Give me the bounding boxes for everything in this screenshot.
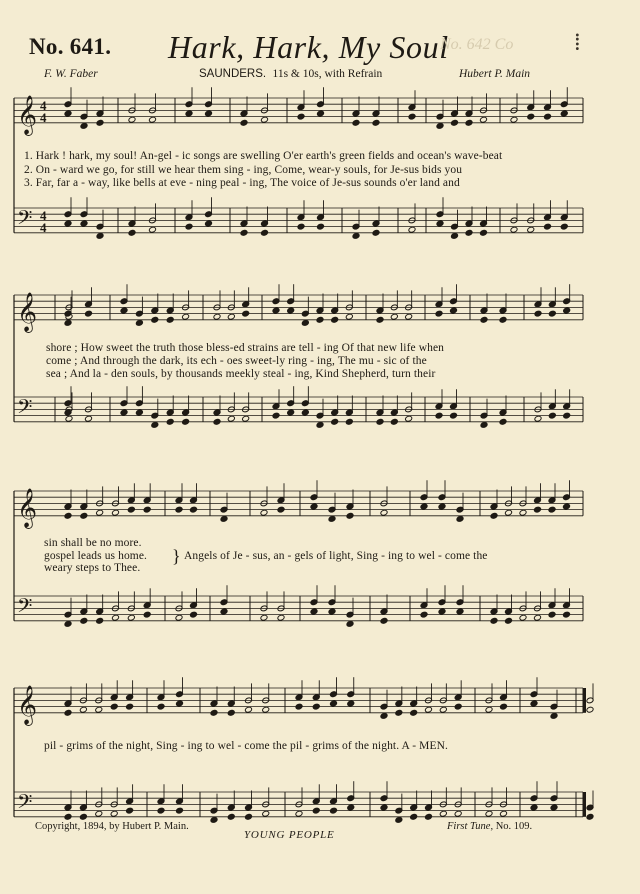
lyric-s2-verse2: come ; And through the dark, its ech - oes sweet-ly ring - ing, The mu - sic of the (46, 355, 427, 367)
note-head (112, 509, 120, 516)
note-head (395, 709, 403, 716)
note-head (64, 512, 72, 519)
note-head (405, 313, 413, 320)
note-head (548, 310, 556, 317)
bass-clef-icon: 𝄢 (17, 594, 33, 622)
note-head (317, 110, 325, 117)
note-head (301, 409, 309, 416)
note-head (456, 608, 464, 615)
note-head (563, 503, 571, 510)
note-head (480, 229, 488, 236)
note-head (346, 512, 354, 519)
note-head (151, 316, 159, 323)
note-head (185, 223, 193, 230)
note-head (127, 614, 135, 621)
lyric-s1-verse3: 3. Far, far a - way, like bells at eve - ning peal - ing, The voice of Je-sus sounds o'er land and (24, 177, 460, 189)
note-head (277, 506, 285, 513)
note-head (436, 123, 444, 130)
note-head (345, 313, 353, 320)
note-head (64, 709, 72, 716)
note-head (548, 412, 556, 419)
note-head (262, 810, 270, 817)
note-head (110, 810, 118, 817)
bleed-through-text: No. 642 Co (440, 36, 514, 53)
note-head (185, 110, 193, 117)
note-head (260, 509, 268, 516)
note-head (331, 418, 339, 425)
bass-clef-icon: 𝄢 (17, 206, 33, 234)
note-head (245, 813, 253, 820)
note-head (499, 418, 507, 425)
note-head (390, 313, 398, 320)
note-head (80, 617, 88, 624)
note-head (240, 229, 248, 236)
note-head (530, 700, 538, 707)
treble-clef-icon: 𝄞 (17, 95, 38, 135)
note-head (64, 110, 72, 117)
note-head (65, 415, 73, 422)
time-signature-bottom: 4 (40, 110, 47, 125)
note-head (490, 512, 498, 519)
note-head (80, 512, 88, 519)
note-head (261, 229, 269, 236)
meter: 11s & 10s, with Refrain (272, 68, 383, 80)
note-head (436, 220, 444, 227)
note-head (438, 608, 446, 615)
note-head (485, 810, 493, 817)
lyric-s3-verse2: gospel leads us home. (44, 550, 148, 562)
note-head (126, 703, 134, 710)
note-head (79, 706, 87, 713)
note-head (227, 709, 235, 716)
note-head (395, 817, 403, 824)
note-head (176, 700, 184, 707)
lyric-s2-verse3: sea ; And la - den souls, by thousands meekly steal - ing, Kind Shepherd, turn their (46, 368, 436, 380)
note-head (143, 506, 151, 513)
note-head (272, 412, 280, 419)
note-head (465, 119, 473, 126)
note-head (510, 226, 518, 233)
note-head (530, 804, 538, 811)
note-head (345, 418, 353, 425)
note-head (527, 226, 535, 233)
first-tune-reference (447, 821, 532, 832)
note-head (435, 310, 443, 317)
note-head (287, 409, 295, 416)
note-head (420, 503, 428, 510)
note-head (213, 313, 221, 320)
note-head (408, 113, 416, 120)
note-head (372, 229, 380, 236)
note-head (227, 813, 235, 820)
section-heading: YOUNG PEOPLE (244, 829, 335, 841)
note-head (176, 807, 184, 814)
note-head (586, 706, 594, 713)
note-head (295, 810, 303, 817)
note-head (330, 700, 338, 707)
note-head (85, 310, 93, 317)
note-head (210, 817, 218, 824)
note-head (534, 415, 542, 422)
note-head (380, 713, 388, 720)
note-head (352, 119, 360, 126)
note-head (120, 409, 128, 416)
note-head (439, 706, 447, 713)
note-head (544, 223, 552, 230)
verse-brace: } (172, 546, 181, 566)
note-head (166, 418, 174, 425)
note-head (272, 307, 280, 314)
note-head (310, 608, 318, 615)
note-head (505, 509, 513, 516)
lyric-s3-verse1: sin shall be no more. (44, 537, 142, 549)
lyric-s3-refrain: Angels of Je - sus, an - gels of light, Sing - ing to wel - come the (184, 550, 488, 562)
note-head (376, 418, 384, 425)
note-head (227, 313, 235, 320)
note-head (563, 412, 571, 419)
note-head (317, 223, 325, 230)
note-head (465, 229, 473, 236)
note-head (135, 409, 143, 416)
bass-clef-icon: 𝄢 (17, 395, 33, 423)
note-head (310, 503, 318, 510)
first-tune-label: First Tune, (447, 821, 496, 832)
note-head (372, 119, 380, 126)
note-head (352, 233, 360, 240)
author-credit: F. W. Faber (44, 68, 98, 80)
note-head (205, 110, 213, 117)
note-head (380, 617, 388, 624)
note-head (425, 813, 433, 820)
note-head (330, 807, 338, 814)
note-head (175, 506, 183, 513)
note-head (190, 611, 198, 618)
note-head (490, 617, 498, 624)
note-head (485, 706, 493, 713)
note-head (120, 307, 128, 314)
note-head (151, 422, 159, 429)
note-head (544, 113, 552, 120)
note-head (408, 226, 416, 233)
note-head (380, 804, 388, 811)
note-head (347, 804, 355, 811)
note-head (534, 506, 542, 513)
note-head (550, 804, 558, 811)
note-head (499, 316, 507, 323)
note-head (331, 316, 339, 323)
note-head (586, 813, 594, 820)
note-head (328, 608, 336, 615)
note-head (560, 110, 568, 117)
note-head (135, 320, 143, 327)
note-head (64, 220, 72, 227)
note-head (297, 113, 305, 120)
note-head (450, 412, 458, 419)
note-head (64, 813, 72, 820)
note-head (410, 813, 418, 820)
note-head (242, 415, 250, 422)
note-head (316, 316, 324, 323)
note-head (380, 509, 388, 516)
note-head (149, 116, 157, 123)
note-head (312, 703, 320, 710)
note-head (527, 113, 535, 120)
note-head (347, 700, 355, 707)
treble-clef-icon: 𝄞 (17, 488, 38, 528)
note-head (316, 422, 324, 429)
note-head (96, 617, 104, 624)
time-signature-top: 4 (40, 98, 47, 113)
note-head (550, 713, 558, 720)
note-head (519, 614, 527, 621)
note-head (287, 307, 295, 314)
note-head (182, 313, 190, 320)
lyric-s3-verse3: weary steps to Thee. (44, 562, 141, 574)
note-head (451, 233, 459, 240)
note-head (175, 614, 183, 621)
note-head (519, 509, 527, 516)
note-head (454, 703, 462, 710)
time-signature-bottom: 4 (40, 220, 47, 235)
note-head (480, 316, 488, 323)
hymn-number: No. 641. (29, 34, 112, 59)
note-head (210, 709, 218, 716)
note-head (80, 123, 88, 130)
note-head (405, 415, 413, 422)
note-head (96, 233, 104, 240)
lyric-s4-refrain: pil - grims of the night, Sing - ing to wel - come the pil - grims of the night. A - MEN. (44, 740, 449, 752)
final-bar-line (583, 688, 586, 713)
lyric-s1-verse2: 2. On - ward we go, for still we hear them sing - ing, Come, wear-y souls, for Je-sus bids you (24, 164, 463, 176)
note-head (277, 614, 285, 621)
lyric-s2-verse1: shore ; How sweet the truth those bless-ed strains are tell - ing Of that new life when (46, 342, 444, 354)
composer-credit: Hubert P. Main (459, 68, 531, 80)
tune-name: SAUNDERS. (199, 68, 267, 80)
note-head (261, 116, 269, 123)
note-head (143, 611, 151, 618)
note-head (157, 703, 165, 710)
note-head (534, 310, 542, 317)
note-head (240, 119, 248, 126)
note-head (213, 418, 221, 425)
note-head (438, 503, 446, 510)
note-head (95, 810, 103, 817)
note-head (560, 223, 568, 230)
note-head (500, 810, 508, 817)
note-head (85, 415, 93, 422)
note-head (112, 614, 120, 621)
note-head (454, 810, 462, 817)
note-head (110, 703, 118, 710)
note-head (127, 506, 135, 513)
copyright-notice: Copyright, 1894, by Hubert P. Main. (35, 821, 189, 832)
final-bar-line (583, 792, 586, 817)
note-head (480, 422, 488, 429)
note-head (500, 703, 508, 710)
page-edge-mark: ⁞ (574, 30, 581, 56)
note-head (80, 220, 88, 227)
note-head (456, 516, 464, 523)
note-head (480, 116, 488, 123)
note-head (220, 516, 228, 523)
note-head (312, 807, 320, 814)
note-head (190, 506, 198, 513)
note-head (301, 320, 309, 327)
note-head (96, 509, 104, 516)
note-head (220, 608, 228, 615)
note-head (295, 703, 303, 710)
note-head (420, 611, 428, 618)
note-head (96, 119, 104, 126)
note-head (79, 813, 87, 820)
note-head (451, 119, 459, 126)
note-head (435, 412, 443, 419)
treble-clef-icon: 𝄞 (17, 685, 38, 725)
note-head (205, 220, 213, 227)
note-head (548, 506, 556, 513)
note-head (297, 223, 305, 230)
note-head (157, 807, 165, 814)
note-head (149, 226, 157, 233)
note-head (505, 617, 513, 624)
note-head (262, 706, 270, 713)
note-head (95, 706, 103, 713)
first-tune-number: No. 109. (495, 821, 533, 832)
note-head (439, 810, 447, 817)
note-head (227, 415, 235, 422)
lyric-s1-verse1: 1. Hark ! hark, my soul! An-gel - ic songs are swelling O'er earth's green fields and ocean's wave-beat (24, 150, 503, 162)
note-head (425, 706, 433, 713)
note-head (390, 418, 398, 425)
note-head (128, 229, 136, 236)
time-signature-top: 4 (40, 208, 47, 223)
hymn-title: Hark, Hark, My Soul (168, 29, 449, 65)
note-head (328, 516, 336, 523)
note-head (534, 614, 542, 621)
bass-clef-icon: 𝄢 (17, 790, 33, 818)
note-head (64, 621, 72, 628)
note-head (548, 611, 556, 618)
note-head (245, 706, 253, 713)
note-head (563, 611, 571, 618)
note-head (260, 614, 268, 621)
note-head (346, 621, 354, 628)
note-head (563, 307, 571, 314)
note-head (376, 316, 384, 323)
note-head (126, 807, 134, 814)
note-head (242, 310, 250, 317)
treble-clef-icon: 𝄞 (17, 292, 38, 332)
note-head (128, 116, 136, 123)
note-head (450, 307, 458, 314)
note-head (182, 418, 190, 425)
note-head (510, 116, 518, 123)
note-head (64, 320, 72, 327)
note-head (166, 316, 174, 323)
note-head (410, 709, 418, 716)
